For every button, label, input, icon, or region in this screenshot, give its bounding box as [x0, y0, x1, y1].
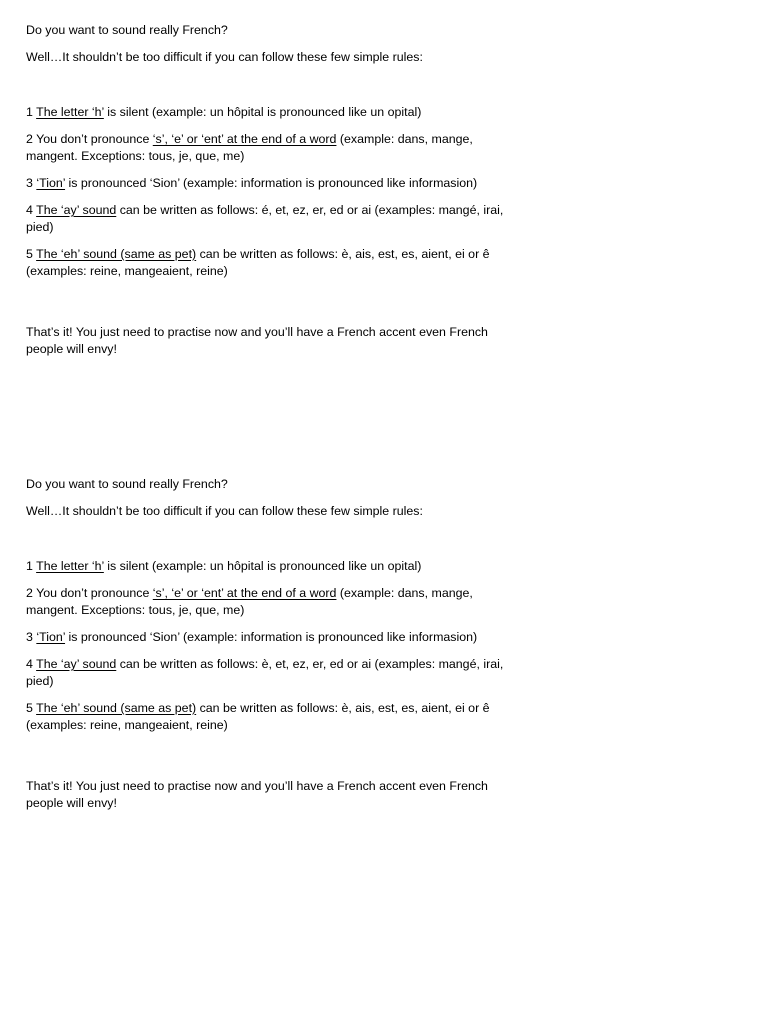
section-outro: That’s it! You just need to practise now and you’ll have a French accent even French people will envy! — [26, 779, 488, 810]
rule-key: The ‘eh’ sound (same as pet) — [36, 247, 197, 261]
rule-4 — [26, 656, 526, 690]
rule-text: is pronounced ‘Sion’ (example: information is pronounced like informasion) — [65, 176, 478, 190]
section-intro: Well…It shouldn’t be too difficult if you can follow these few simple rules: — [26, 504, 423, 518]
rule-key: ‘Tion’ — [36, 176, 66, 190]
rule-prefix: 2 You don’t pronounce — [26, 586, 153, 600]
rule-1 — [26, 104, 526, 121]
rule-key: The ‘eh’ sound (same as pet) — [36, 701, 197, 715]
section-intro: Well…It shouldn’t be too difficult if you can follow these few simple rules: — [26, 50, 423, 64]
rule-1 — [26, 558, 526, 575]
rule-2 — [26, 131, 526, 165]
rule-3 — [26, 629, 526, 646]
rule-2 — [26, 585, 526, 619]
section-2 — [26, 476, 526, 812]
rule-prefix: 5 — [26, 247, 37, 261]
rule-text: can be written as follows: é, et, ez, er, ed or ai (examples: mangé, irai, pied) — [26, 203, 504, 234]
rule-text: can be written as follows: è, ais, est, es, aient, ei or ê (examples: reine, mangeaient, reine) — [26, 247, 490, 278]
rule-key: The ‘ay’ sound — [36, 657, 117, 671]
rule-key: The ‘ay’ sound — [36, 203, 117, 217]
rule-prefix: 1 — [26, 105, 37, 119]
rule-key: ‘s’, ‘e’ or ‘ent’ at the end of a word — [152, 586, 337, 600]
section-1 — [26, 22, 526, 358]
rule-5 — [26, 246, 526, 280]
rule-prefix: 4 — [26, 203, 37, 217]
rule-key: ‘s’, ‘e’ or ‘ent’ at the end of a word — [152, 132, 337, 146]
rule-key: The letter ‘h’ — [36, 105, 104, 119]
rule-prefix: 4 — [26, 657, 37, 671]
section-outro: That’s it! You just need to practise now and you’ll have a French accent even French people will envy! — [26, 325, 488, 356]
rule-prefix: 1 — [26, 559, 37, 573]
rule-text: (example: dans, mange, mangent. Exceptions: tous, je, que, me) — [26, 586, 473, 617]
rule-prefix: 5 — [26, 701, 37, 715]
rule-key: The letter ‘h’ — [36, 559, 104, 573]
rule-key: ‘Tion’ — [36, 630, 66, 644]
section-title: Do you want to sound really French? — [26, 477, 228, 491]
rule-prefix: 3 — [26, 630, 37, 644]
rule-prefix: 2 You don’t pronounce — [26, 132, 153, 146]
rule-5 — [26, 700, 526, 734]
rule-text: can be written as follows: è, ais, est, es, aient, ei or ê (examples: reine, mangeaient, reine) — [26, 701, 490, 732]
rule-text: is silent (example: un hôpital is pronounced like un opital) — [103, 105, 422, 119]
rule-text: is silent (example: un hôpital is pronounced like un opital) — [103, 559, 422, 573]
rule-text: is pronounced ‘Sion’ (example: information is pronounced like informasion) — [65, 630, 478, 644]
rule-text: (example: dans, mange, mangent. Exceptions: tous, je, que, me) — [26, 132, 473, 163]
rule-3 — [26, 175, 526, 192]
rule-text: can be written as follows: è, et, ez, er, ed or ai (examples: mangé, irai, pied) — [26, 657, 504, 688]
rule-prefix: 3 — [26, 176, 37, 190]
rule-4 — [26, 202, 526, 236]
section-title: Do you want to sound really French? — [26, 23, 228, 37]
